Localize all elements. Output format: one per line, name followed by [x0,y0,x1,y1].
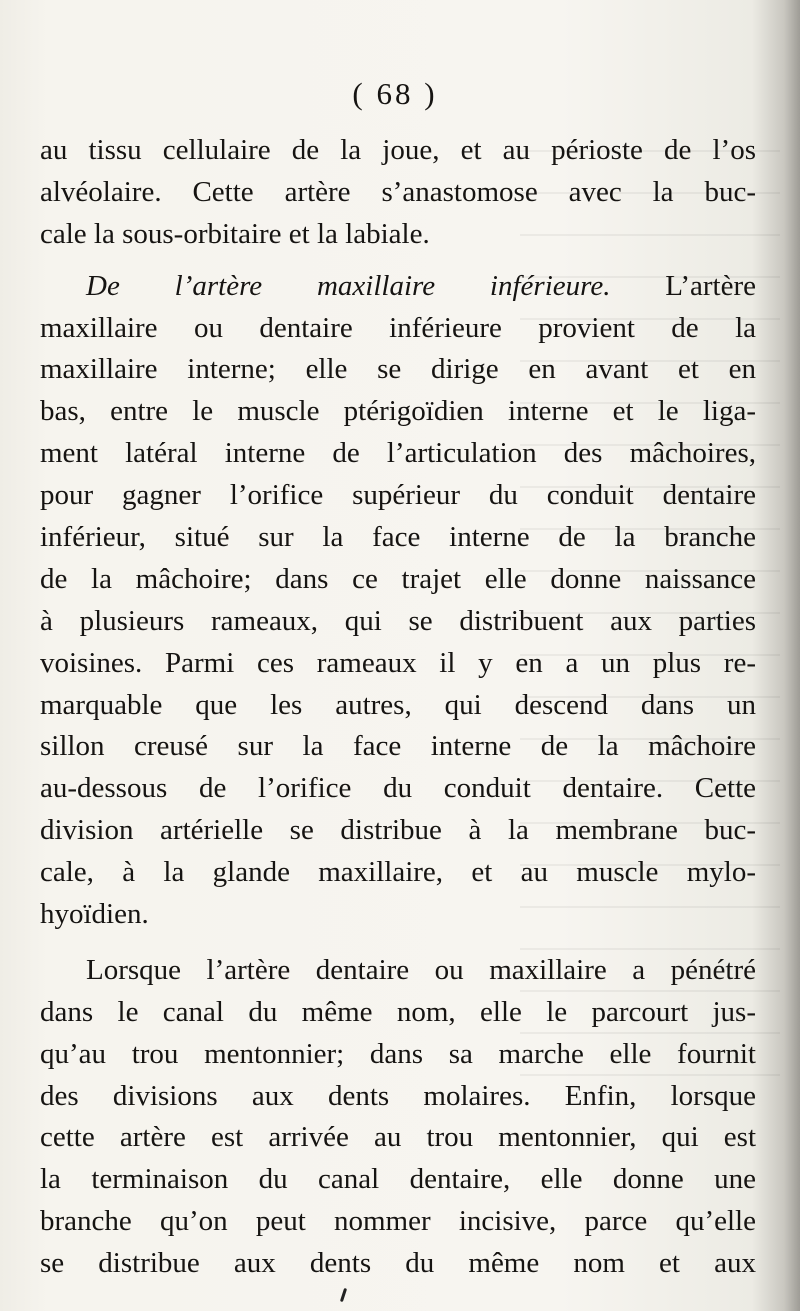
body-text [40,130,756,1285]
text-line: alvéolaire. Cette artère s’anastomose avec la buc- [40,175,756,208]
text-line: cale, à la glande maxillaire, et au muscle mylo- [40,856,756,889]
text-line: à plusieurs rameaux, qui se distribuent aux parties [40,604,756,637]
heading-continuation: L’artère [610,269,756,302]
text-line: voisines. Parmi ces rameaux il y en a un plus re- [40,646,756,679]
text-line: dans le canal du même nom, elle le parcourt jus- [40,995,756,1028]
section-heading-line [40,266,756,308]
text-line: maxillaire interne; elle se dirige en avant et en [40,353,756,386]
text-line: inférieur, situé sur la face interne de la branche [40,521,756,554]
text-line: division artérielle se distribue à la membrane buc- [40,814,756,847]
text-line: sillon creusé sur la face interne de la mâchoire [40,730,756,763]
text-line: se distribue aux dents du même nom et aux [40,1247,756,1280]
text-line: au-dessous de l’orifice du conduit dentaire. Cette [40,772,756,805]
text-line: hyoïdien. [40,898,149,931]
text-line: la terminaison du canal dentaire, elle donne une [40,1163,756,1196]
text-line: maxillaire ou dentaire inférieure provient de la [40,311,756,344]
ink-mark [340,1288,347,1302]
text-line: cette artère est arrivée au trou mentonnier, qui est [40,1121,756,1154]
text-line: bas, entre le muscle ptérigoïdien interne et le liga- [40,395,756,428]
text-line: au tissu cellulaire de la joue, et au périoste de l’os [40,134,756,166]
page-number: ( 68 ) [352,76,438,111]
section-heading: De l’artère maxillaire inférieure. [86,269,611,302]
text-line: cale la sous-orbitaire et la labiale. [40,217,430,250]
text-line: pour gagner l’orifice supérieur du conduit dentaire [40,479,756,512]
text-line: de la mâchoire; dans ce trajet elle donne naissance [40,562,756,595]
text-line: ment latéral interne de l’articulation des mâchoires, [40,437,756,470]
text-line: des divisions aux dents molaires. Enfin, lorsque [40,1079,756,1112]
text-line: qu’au trou mentonnier; dans sa marche elle fournit [40,1037,756,1070]
text-line: marquable que les autres, qui descend dans un [40,688,756,721]
text-line: branche qu’on peut nommer incisive, parce qu’elle [40,1205,756,1238]
text-line: Lorsque l’artère dentaire ou maxillaire a pénétré [86,953,756,986]
